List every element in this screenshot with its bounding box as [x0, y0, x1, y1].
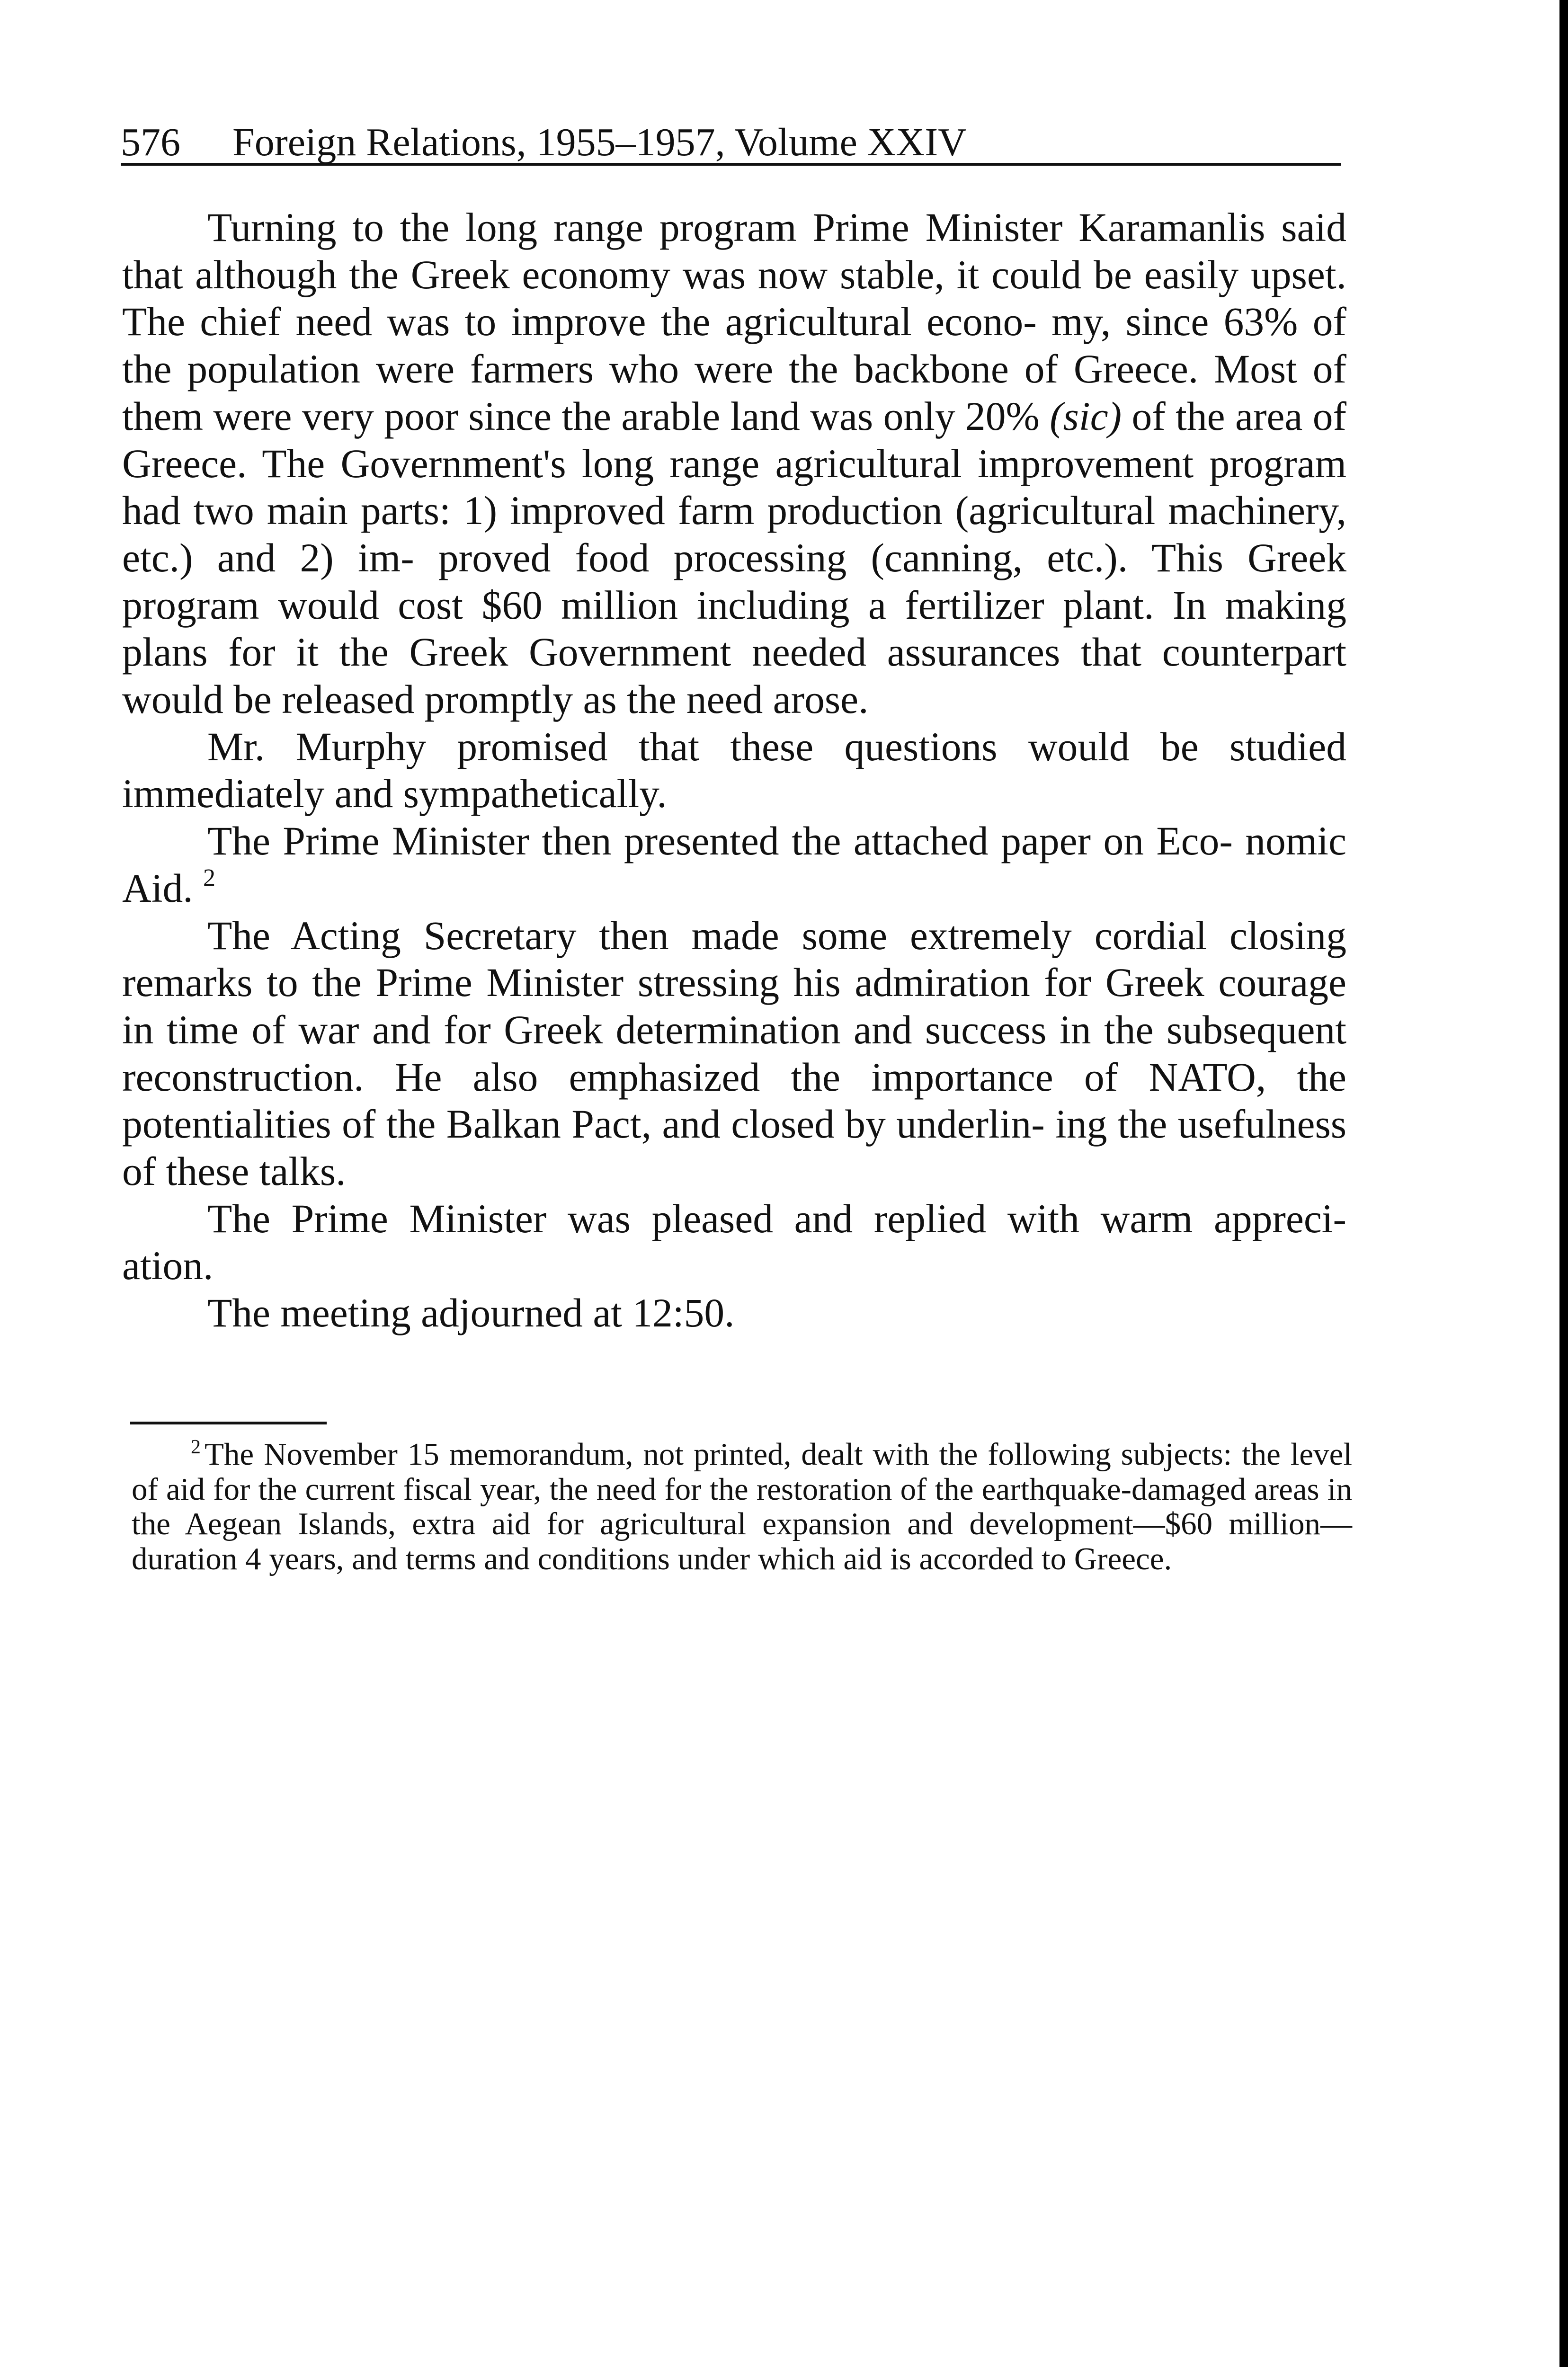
paragraph-text: Turning to the long range program Prime Minister Karamanlis said that although the Greek economy was now stable, it could be easily upset. The chief need was to improve the agricultural econo- my, since 63% of the population were farmers who were the backbone of Greece. Most of them were very poor since the arable land was only 20% — [122, 205, 1346, 439]
footnote — [132, 1437, 1352, 1576]
page-number: 576 — [121, 120, 180, 164]
body-text — [122, 205, 1346, 1337]
footnote-text — [132, 1437, 1352, 1576]
volume-title: Foreign Relations, 1955–1957, Volume XXIV — [232, 120, 967, 164]
scan-edge — [1559, 0, 1568, 2367]
sic-annotation: (sic) — [1050, 394, 1122, 439]
footnote-marker: 2 — [191, 1436, 201, 1458]
paragraph-adjourned: The meeting adjourned at 12:50. — [207, 1291, 735, 1336]
footnote-body: The November 15 memorandum, not printed, dealt with the following subjects: the level of aid for the current fiscal year, the need for the restoration of the earthquake-damaged areas in the Aegean Islands, extra aid for agricultural expansion and development—$60 million—duration 4 years, and terms and conditions under which aid is accorded to Greece. — [132, 1437, 1352, 1576]
paragraph-text: The Prime Minister then presented the attached paper on Eco- nomic Aid. — [122, 819, 1346, 911]
paragraph-long-range-program — [122, 205, 1346, 724]
paragraph-text: of the area of Greece. The Government's long range agricultural improvement program had two main parts: 1) improved farm production (agricultural machinery, etc.) and 2) im- proved food processing (canning, etc.). This Greek program would cost $60 million including a fertilizer plant. In making plans for it the Greek Government needed assurances that counterpart would be released promptly as the need arose. — [122, 394, 1347, 722]
paragraph-economic-aid — [122, 818, 1346, 912]
paragraph-acting-secretary: The Acting Secretary then made some extremely cordial closing remarks to the Prime Minister stressing his admiration for Greek courage in time of war and for Greek determination and success in the subsequent reconstruction. He also emphasized the importance of NATO, the potentialities of the Balkan Pact, and closed by underlin- ing the usefulness of these talks. — [122, 913, 1346, 1194]
paragraph-prime-minister-reply: The Prime Minister was pleased and replied with warm appreci- ation. — [122, 1196, 1346, 1289]
footnote-reference[interactable]: 2 — [203, 864, 215, 891]
paragraph-murphy: Mr. Murphy promised that these questions would be studied immediately and sympathetically. — [122, 724, 1346, 817]
running-head — [121, 122, 1341, 166]
footnote-divider — [130, 1422, 327, 1424]
